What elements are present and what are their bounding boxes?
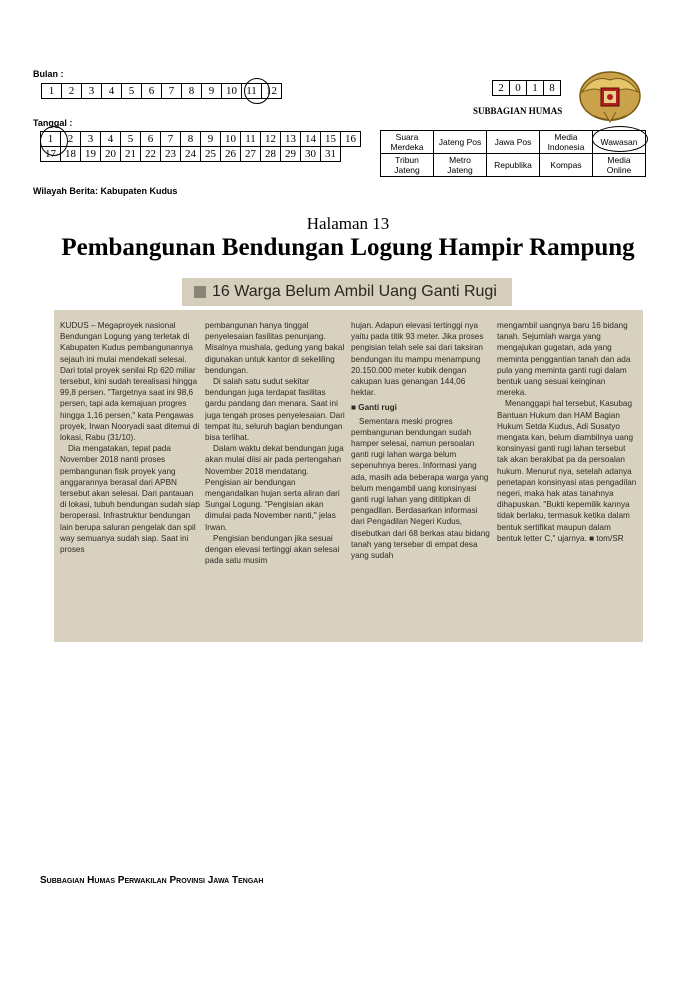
clip-paragraph: Sementara meski progres pembangunan bendungan sudah hamper selesai, namun persoalan ganti rugi lahan warga belum sepenuhnya beres. Informasi yang ada, masih ada beberapa warga yang belum mengambil uang konsinyasi ganti rugi lahan yang dititipkan di pengadilan. Berdasarkan informasi dari Pengadilan Negeri Kudus, disebutkan dari 68 berkas atau bidang tanah yang tersebar di empat desa yang sudah <box>351 416 490 561</box>
clip-column-2 <box>205 320 345 566</box>
date-cell: 29 <box>281 147 301 162</box>
date-cell: 30 <box>301 147 321 162</box>
month-cell: 6 <box>142 84 162 99</box>
year-grid <box>492 80 561 96</box>
clip-paragraph: KUDUS – Megaproyek nasional Bendungan Logung yang terletak di Kabupaten Kudus pembangunannya sejauh ini mulai mendekati selesai. Dari total proyek senilai Rp 620 miliar tersebut, kini sudah terealisasi hingga 99,8 persen. "Targetnya saat ini 98,6 persen, tapi ada kemajuan progres hingga 1,16 persen," kata Pengawas proyek, Irwan Nooryadi saat ditemui di lokasi, Rabu (31/10). <box>60 321 200 443</box>
newspaper-cell: Suara Merdeka <box>381 131 434 154</box>
month-cell: 11 <box>242 84 262 99</box>
date-cell: 4 <box>101 132 121 147</box>
year-digit-cell: 1 <box>527 81 544 96</box>
newspaper-cell: Jawa Pos <box>487 131 540 154</box>
date-cell: 16 <box>341 132 361 147</box>
subheading-text: Ganti rugi <box>358 403 397 413</box>
newspaper-cell: Jateng Pos <box>434 131 487 154</box>
year-digit-cell: 8 <box>544 81 561 96</box>
article-headline: Pembangunan Bendungan Logung Hampir Rampung <box>61 234 635 261</box>
date-cell: 23 <box>161 147 181 162</box>
date-cell: 1 <box>41 132 61 147</box>
date-grid <box>40 131 361 162</box>
date-cell: 19 <box>81 147 101 162</box>
date-cell: 20 <box>101 147 121 162</box>
clip-headline-bar <box>182 278 512 306</box>
org-name: SUBBAGIAN HUMAS <box>473 106 563 116</box>
year-digit-cell: 2 <box>493 81 510 96</box>
clip-paragraph: Di salah satu sudut sekitar bendungan juga terdapat fasilitas gardu pandang dan menara. Saat ini juga tengah proses penyelesaian. Dari tempat itu, seluruh bagian bendungan bisa terlihat. <box>205 377 345 443</box>
newspaper-cell: Tribun Jateng <box>381 154 434 177</box>
date-cell: 27 <box>241 147 261 162</box>
month-cell: 1 <box>42 84 62 99</box>
month-cell: 9 <box>202 84 222 99</box>
news-clipping <box>54 310 643 642</box>
year-digit-cell: 0 <box>510 81 527 96</box>
footer-text: Subbagian Humas Perwakilan Provinsi Jawa Tengah <box>40 875 264 886</box>
month-cell: 10 <box>222 84 242 99</box>
clip-paragraph: Pengisian bendungan jika sesuai dengan elevasi tertinggi akan selesai pada satu musim <box>205 533 340 566</box>
date-cell: 11 <box>241 132 261 147</box>
page-number: Halaman 13 <box>306 214 390 233</box>
wilayah-berita: Wilayah Berita: Kabupaten Kudus <box>33 186 178 196</box>
clip-paragraph: Dalam waktu dekat bendungan juga akan mulai diisi air pada pertengahan November 2018 mendatang. Pengisian air bendungan mengandalkan hujan serta aliran dari Sungai Logung. "Pengisian akan dimulai pada November nanti," jelas Irwan. <box>205 444 344 532</box>
clip-column-3 <box>351 320 491 561</box>
clip-paragraph: pembangunan hanya tinggal penyelesaian fasilitas penunjang. Misalnya mushala, gedung yang bakal digunakan untuk kantor di sekeliling bendungan. <box>205 321 345 375</box>
headline-square-icon <box>194 286 206 298</box>
date-cell: 12 <box>261 132 281 147</box>
month-cell: 7 <box>162 84 182 99</box>
clip-paragraph: hujan. Adapun elevasi tertinggi nya yaitu pada titik 93 meter. Jika proses pengisian telah sele sai dari taksiran bendungan itu mampu menampung 20.150.000 meter kubik dengan cakupan luas genangan 144,06 hektar. <box>351 321 484 398</box>
bulan-label: Bulan : <box>33 69 64 79</box>
newspaper-cell: Republika <box>487 154 540 177</box>
date-cell: 2 <box>61 132 81 147</box>
month-cell: 5 <box>122 84 142 99</box>
date-cell: 28 <box>261 147 281 162</box>
date-cell: 14 <box>301 132 321 147</box>
date-cell: 6 <box>141 132 161 147</box>
date-selection-circle <box>40 126 68 156</box>
date-cell: 26 <box>221 147 241 162</box>
newspaper-cell: Wawasan <box>593 131 646 154</box>
date-cell: 22 <box>141 147 161 162</box>
date-cell: 13 <box>281 132 301 147</box>
newspaper-selection-circle <box>592 126 648 152</box>
newspaper-cell: Kompas <box>540 154 593 177</box>
clip-paragraph: Dia mengatakan, tepat pada November 2018 nanti proses pembangunan fisik proyek yang anggarannya berasal dari APBN tersebut akan selesai. Dari pantauan di lokasi, tubuh bendungan sudah siap beroperasi. Infrastruktur bendungan lain berupa saluran pengelak dan spil way semuanya sudah siap. Saat ini proses <box>60 444 200 555</box>
clip-paragraph: Menanggapi hal tersebut, Kasubag Bantuan Hukum dan HAM Bagian Hukum Setda Kudus, Adi Susatyo mengata kan, belum diambilnya uang konsinyasi ganti rugi lahan tersebut tak akan berakibat pa da persoalan hukum. Menurut nya, setelah adanya penetapan konsinyasi atas pengadilan negeri, maka hak atas tanahnya dihapuskan. "Bukti kepemilik kannya tidak berlaku, termasuk ketika dalam bentuk sertifikat maupun dalam bentuk letter C," ujarnya. ■ tom/SR <box>497 399 637 543</box>
date-cell: 10 <box>221 132 241 147</box>
clip-column-4 <box>497 320 637 544</box>
newspaper-cell: Media Indonesia <box>540 131 593 154</box>
month-cell: 2 <box>62 84 82 99</box>
clip-subheading: ■ Ganti rugi <box>351 403 397 413</box>
date-cell: 15 <box>321 132 341 147</box>
date-cell: 25 <box>201 147 221 162</box>
month-cell: 3 <box>82 84 102 99</box>
newspaper-cell: Media Online <box>593 154 646 177</box>
garuda-emblem-icon <box>574 66 646 130</box>
date-cell: 21 <box>121 147 141 162</box>
date-cell: 7 <box>161 132 181 147</box>
date-cell: 3 <box>81 132 101 147</box>
date-cell: 31 <box>321 147 341 162</box>
clip-column-1 <box>60 320 200 555</box>
date-cell: 9 <box>201 132 221 147</box>
date-cell: 24 <box>181 147 201 162</box>
date-cell: 5 <box>121 132 141 147</box>
date-cell: 17 <box>41 147 61 162</box>
month-selection-circle <box>244 78 270 104</box>
clip-paragraph: mengambil uangnya baru 16 bidang tanah. Sejumlah warga yang mengajukan gugatan, ada yang meminta penggantian tanah dan ada pula yang meminta ganti rugi dalam bentuk uang sesuai keinginan mereka. <box>497 321 631 398</box>
month-cell: 12 <box>262 84 282 99</box>
date-cell: 18 <box>61 147 81 162</box>
newspaper-cell: Metro Jateng <box>434 154 487 177</box>
tanggal-label: Tanggal : <box>33 118 73 128</box>
clip-headline: 16 Warga Belum Ambil Uang Ganti Rugi <box>212 283 497 300</box>
month-cell: 8 <box>182 84 202 99</box>
date-cell: 8 <box>181 132 201 147</box>
month-cell: 4 <box>102 84 122 99</box>
